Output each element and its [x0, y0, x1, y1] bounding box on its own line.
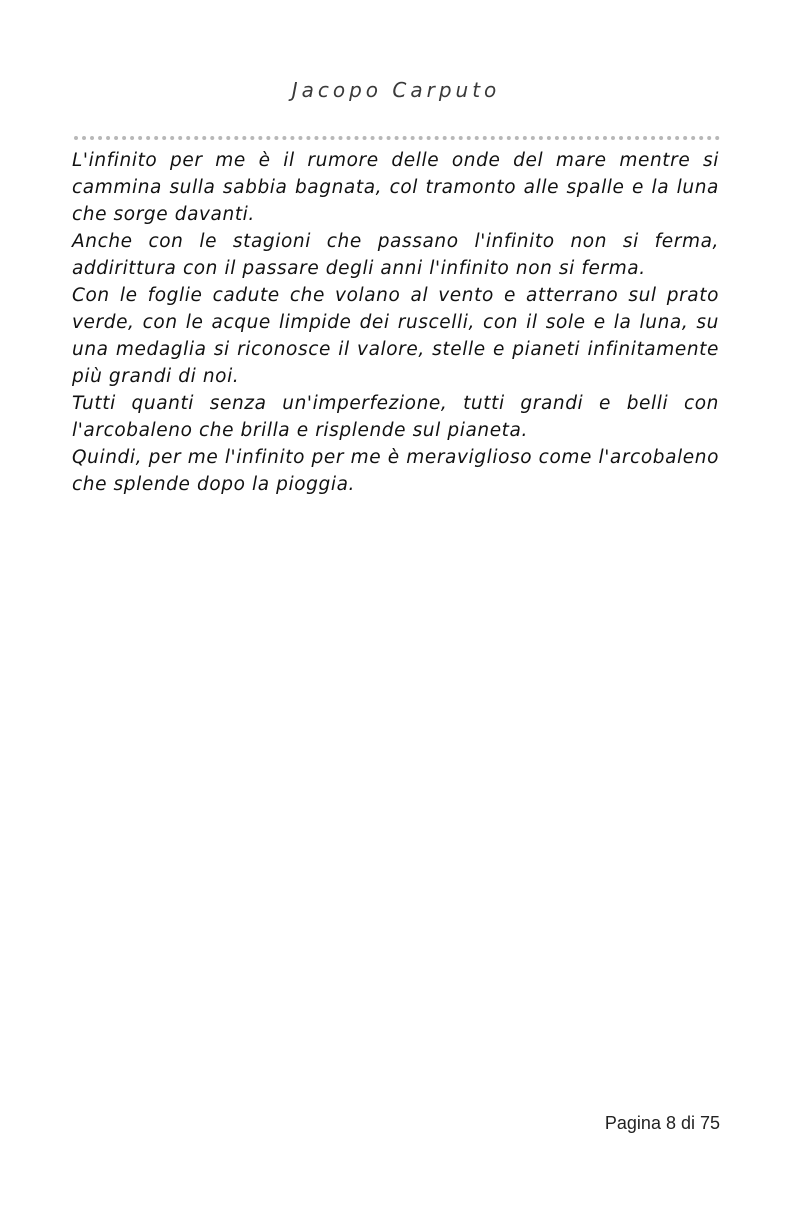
paragraph: L'infinito per me è il rumore delle onde del mare mentre si cammina sulla sabbia bagnata, col tramonto alle spalle e la luna che sorge davanti. — [72, 150, 719, 225]
dotted-divider — [74, 136, 720, 140]
body-text — [72, 147, 719, 498]
page-number: Pagina 8 di 75 — [604, 1113, 720, 1133]
paragraph: Anche con le stagioni che passano l'infinito non si ferma, addirittura con il passare degli anni l'infinito non si ferma. — [72, 231, 719, 279]
page-header-author: Jacopo Carputo — [291, 78, 501, 102]
paragraph: Tutti quanti senza un'imperfezione, tutti grandi e belli con l'arcobaleno che brilla e risplende sul pianeta. — [72, 393, 719, 441]
paragraph: Quindi, per me l'infinito per me è meraviglioso come l'arcobaleno che splende dopo la pioggia. — [72, 447, 719, 495]
paragraph: Con le foglie cadute che volano al vento e atterrano sul prato verde, con le acque limpide dei ruscelli, con il sole e la luna, su una medaglia si riconosce il valore, stelle e pianeti infinitamente più grandi di noi. — [72, 285, 719, 387]
